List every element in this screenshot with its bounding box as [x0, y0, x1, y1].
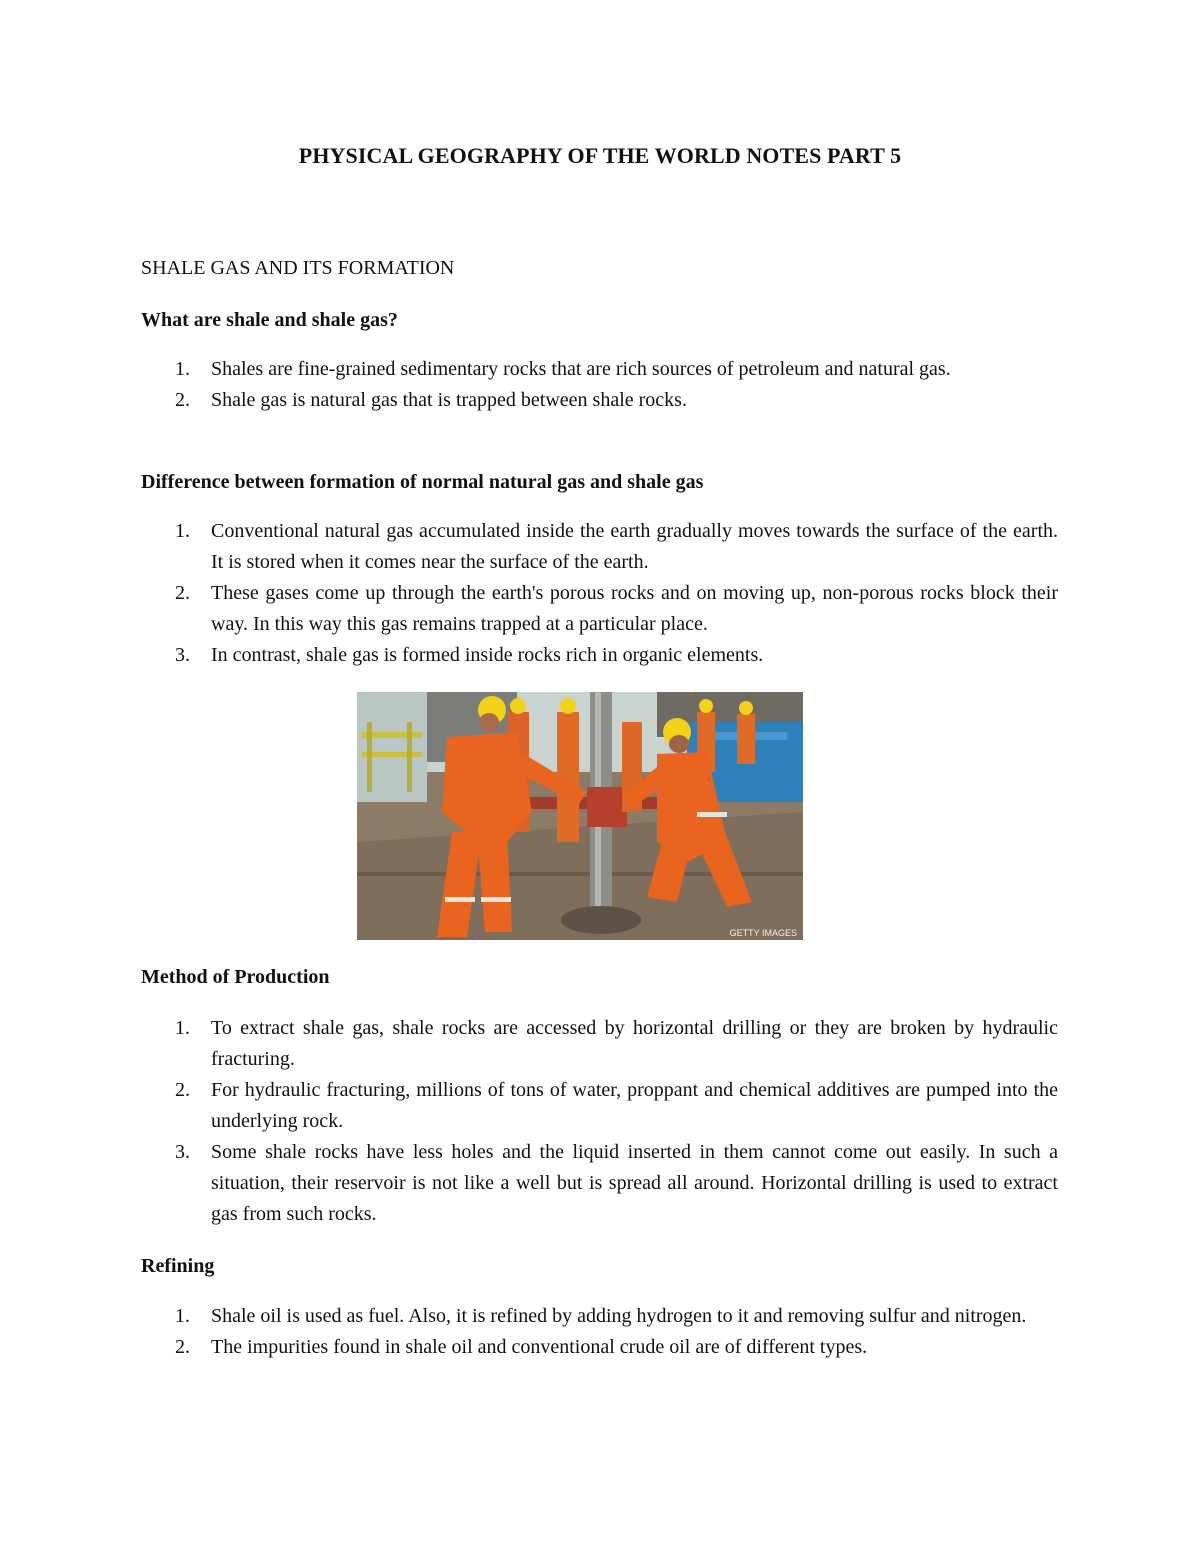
subheading-method-of-production: Method of Production [141, 966, 330, 988]
list-item: 3. Some shale rocks have less holes and the liquid inserted in them cannot come out easily. In such a situation, their reservoir is not like a well but is spread all around. Horizontal drilling is used to extract gas from such rocks. [175, 1141, 1058, 1225]
list-item: 1. Shales are fine-grained sedimentary rocks that are rich sources of petroleum and natural gas. [175, 358, 951, 380]
list-item: 1. To extract shale gas, shale rocks are accessed by horizontal drilling or they are broken by hydraulic fracturing. [175, 1017, 1058, 1070]
list-production-methods [141, 1013, 1058, 1230]
list-item: 2. Shale gas is natural gas that is trapped between shale rocks. [175, 389, 687, 411]
section-title: SHALE GAS AND ITS FORMATION [141, 257, 455, 279]
subheading-refining: Refining [141, 1255, 215, 1277]
list-item: 2. The impurities found in shale oil and conventional crude oil are of different types. [175, 1336, 868, 1358]
list-item: 2. For hydraulic fracturing, millions of tons of water, proppant and chemical additives are pumped into the underlying rock. [175, 1079, 1058, 1132]
list-item: 1. Conventional natural gas accumulated inside the earth gradually moves towards the surface of the earth. It is stored when it comes near the surface of the earth. [175, 520, 1058, 573]
subheading-what-is-shale: What are shale and shale gas? [141, 309, 398, 331]
list-item: 1. Shale oil is used as fuel. Also, it is refined by adding hydrogen to it and removing sulfur and nitrogen. [175, 1305, 1027, 1327]
list-refining [141, 1301, 1058, 1363]
photo-watermark: GETTY IMAGES [729, 928, 797, 938]
subheading-difference: Difference between formation of normal natural gas and shale gas [141, 471, 704, 493]
drilling-rig-workers-photo [357, 692, 803, 940]
list-item: 3. In contrast, shale gas is formed inside rocks rich in organic elements. [175, 644, 764, 666]
document-title: PHYSICAL GEOGRAPHY OF THE WORLD NOTES PART 5 [298, 143, 902, 168]
list-shale-definitions [141, 354, 1058, 416]
list-differences [141, 516, 1058, 671]
list-item: 2. These gases come up through the earth's porous rocks and on moving up, non-porous rocks block their way. In this way this gas remains trapped at a particular place. [175, 582, 1058, 635]
